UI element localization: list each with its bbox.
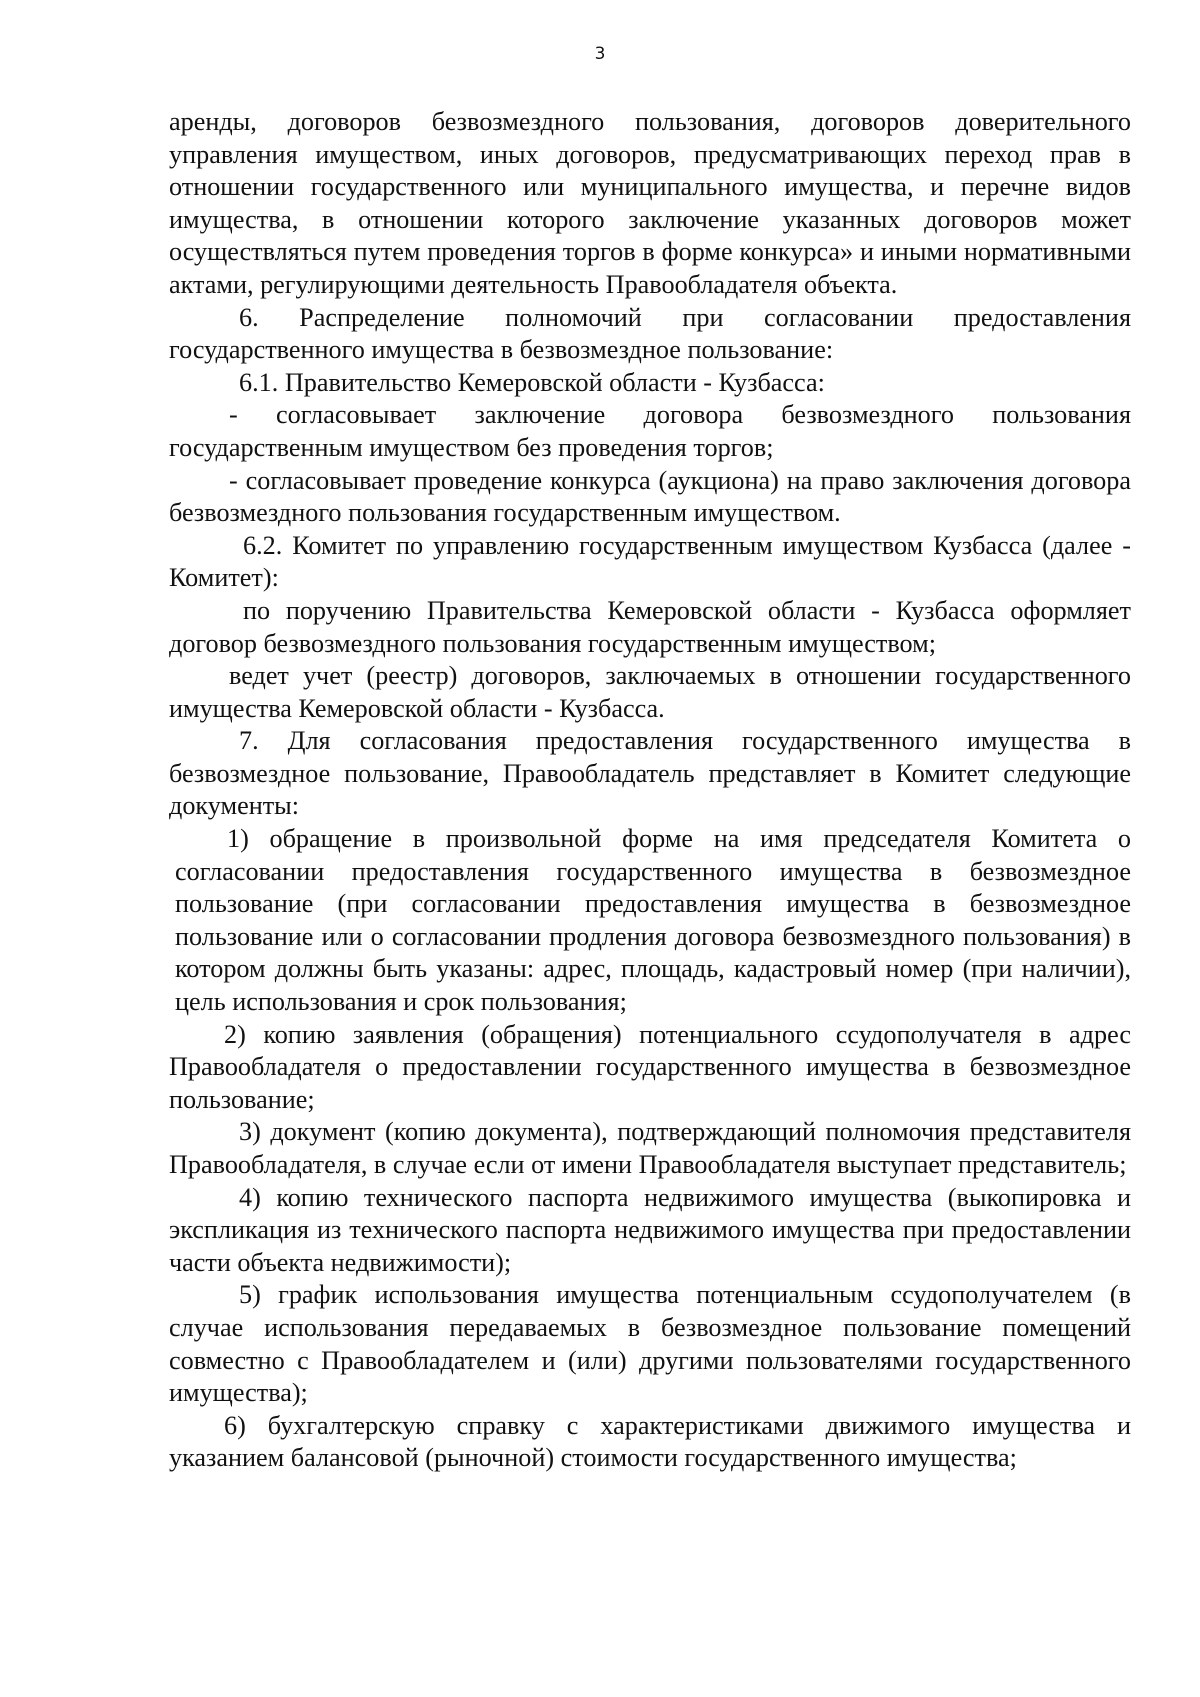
list-item-4: 4) копию технического паспорта недвижимого имущества (выкопировка и экспликация из технического паспорта недвижимого имущества при предоставлении части объекта недвижимости);: [169, 1182, 1131, 1277]
page-number: 3: [594, 44, 606, 64]
list-item-5: 5) график использования имущества потенциальным ссудополучателем (в случае использования передаваемых в безвозмездное пользование помещений совместно с Правообладателем и (или) другими пользователями государственного имущества);: [169, 1280, 1131, 1408]
list-item-assign: по поручению Правительства Кемеровской области - Кузбасса оформляет договор безвозмездного пользования государственным имуществом;: [169, 595, 1131, 658]
list-item-3: 3) документ (копию документа), подтверждающий полномочия представителя Правообладателя, в случае если от имени Правообладателя выступает представитель;: [169, 1117, 1131, 1179]
list-item-registry: ведет учет (реестр) договоров, заключаемых в отношении государственного имущества Кемеровской области - Кузбасса.: [169, 661, 1131, 723]
list-item-dash-1: - согласовывает заключение договора безвозмездного пользования государственным имуществом без проведения торгов;: [169, 400, 1131, 462]
paragraph-6: 6. Распределение полномочий при согласовании предоставления государственного имущества в безвозмездное пользование:: [169, 302, 1131, 365]
paragraph-6-1: 6.1. Правительство Кемеровской области - Кузбасса:: [239, 367, 825, 397]
list-item-dash-2: - согласовывает проведение конкурса (аукциона) на право заключения договора безвозмездного пользования государственным имуществом.: [169, 465, 1131, 528]
document-body: [169, 106, 1131, 1475]
list-item-6: 6) бухгалтерскую справку с характеристиками движимого имущества и указанием балансовой (рыночной) стоимости государственного имущества;: [169, 1410, 1131, 1473]
paragraph-7: 7. Для согласования предоставления государственного имущества в безвозмездное пользование, Правообладатель представляет в Комитет следующие документы:: [169, 726, 1131, 821]
paragraph-continuation: аренды, договоров безвозмездного пользования, договоров доверительного управления имуществом, иных договоров, предусматривающих переход прав в отношении государственного или муниципального имущества, и перечне видов имущества, в отношении которого заключение указанных договоров может осуществляться путем проведения торгов в форме конкурса» и иными нормативными актами, регулирующими деятельность Правообладателя объекта.: [169, 107, 1131, 299]
list-item-2: 2) копию заявления (обращения) потенциального ссудополучателя в адрес Правообладателя о предоставлении государственного имущества в безвозмездное пользование;: [169, 1019, 1131, 1114]
list-item-1: 1) обращение в произвольной форме на имя председателя Комитета о согласовании предоставления государственного имущества в безвозмездное пользование (при согласовании предоставления имущества в безвозмездное пользование или о согласовании продления договора безвозмездного пользования) в котором должны быть указаны: адрес, площадь, кадастровый номер (при наличии), цель использования и срок пользования;: [175, 824, 1131, 1017]
paragraph-6-2: 6.2. Комитет по управлению государственным имуществом Кузбасса (далее - Комитет):: [169, 530, 1131, 593]
